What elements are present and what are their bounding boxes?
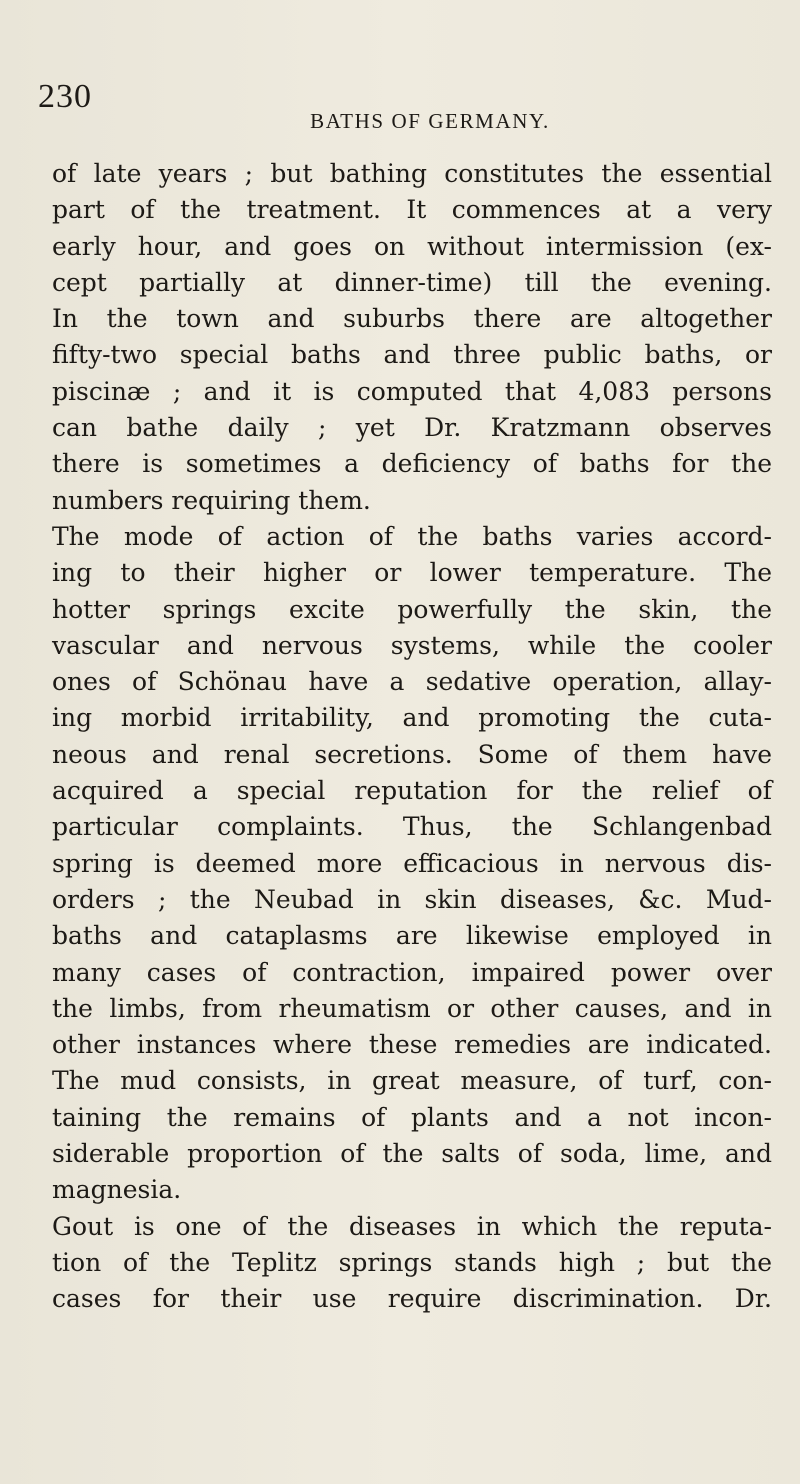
text-line: numbers requiring them. (52, 485, 371, 515)
text-line: The mud consists, in great measure, of turf, con- (52, 1066, 772, 1096)
text-line: tion of the Teplitz springs stands high ; but the (52, 1247, 772, 1277)
page-number: 230 (38, 78, 92, 115)
text-line: many cases of contraction, impaired power over (52, 957, 772, 987)
text-line: cases for their use require discrimination. Dr. (52, 1284, 772, 1314)
text-line: ones of Schönau have a sedative operation, allay- (52, 667, 772, 697)
body-text (52, 156, 772, 1318)
text-line: of late years ; but bathing constitutes the essential (52, 159, 772, 188)
text-line: neous and renal secretions. Some of them have (52, 739, 772, 769)
text-line: the limbs, from rheumatism or other causes, and in (52, 993, 772, 1023)
text-line: there is sometimes a deficiency of baths for the (52, 449, 772, 479)
text-line: hotter springs excite powerfully the skin, the (52, 594, 772, 624)
text-line: ing to their higher or lower temperature. The (52, 558, 772, 588)
text-line: baths and cataplasms are likewise employed in (52, 921, 772, 951)
text-line: vascular and nervous systems, while the cooler (52, 630, 772, 660)
text-line: cept partially at dinner-time) till the evening. (52, 267, 772, 297)
text-line: siderable proportion of the salts of soda, lime, and (52, 1139, 772, 1169)
text-line: taining the remains of plants and a not incon- (52, 1102, 772, 1132)
text-line: fifty-two special baths and three public baths, or (52, 340, 772, 370)
text-line: part of the treatment. It commences at a very (52, 195, 772, 225)
text-line: spring is deemed more efficacious in nervous dis- (52, 848, 772, 878)
text-line: acquired a special reputation for the relief of (52, 776, 772, 806)
text-line: Gout is one of the diseases in which the reputa- (52, 1211, 772, 1241)
text-line: In the town and suburbs there are altogether (52, 304, 772, 334)
text-line: other instances where these remedies are indicated. (52, 1030, 772, 1060)
text-line: orders ; the Neubad in skin diseases, &c. Mud- (52, 884, 772, 914)
text-line: The mode of action of the baths varies accord- (52, 521, 772, 551)
text-line: piscinæ ; and it is computed that 4,083 persons (52, 376, 772, 406)
text-line: ing morbid irritability, and promoting the cuta- (52, 703, 772, 733)
running-head: BATHS OF GERMANY. (310, 109, 550, 133)
text-line: early hour, and goes on without intermission (ex- (52, 231, 772, 261)
text-line: can bathe daily ; yet Dr. Kratzmann observes (52, 413, 772, 443)
text-line: magnesia. (52, 1175, 182, 1205)
text-line: particular complaints. Thus, the Schlangenbad (52, 812, 772, 842)
